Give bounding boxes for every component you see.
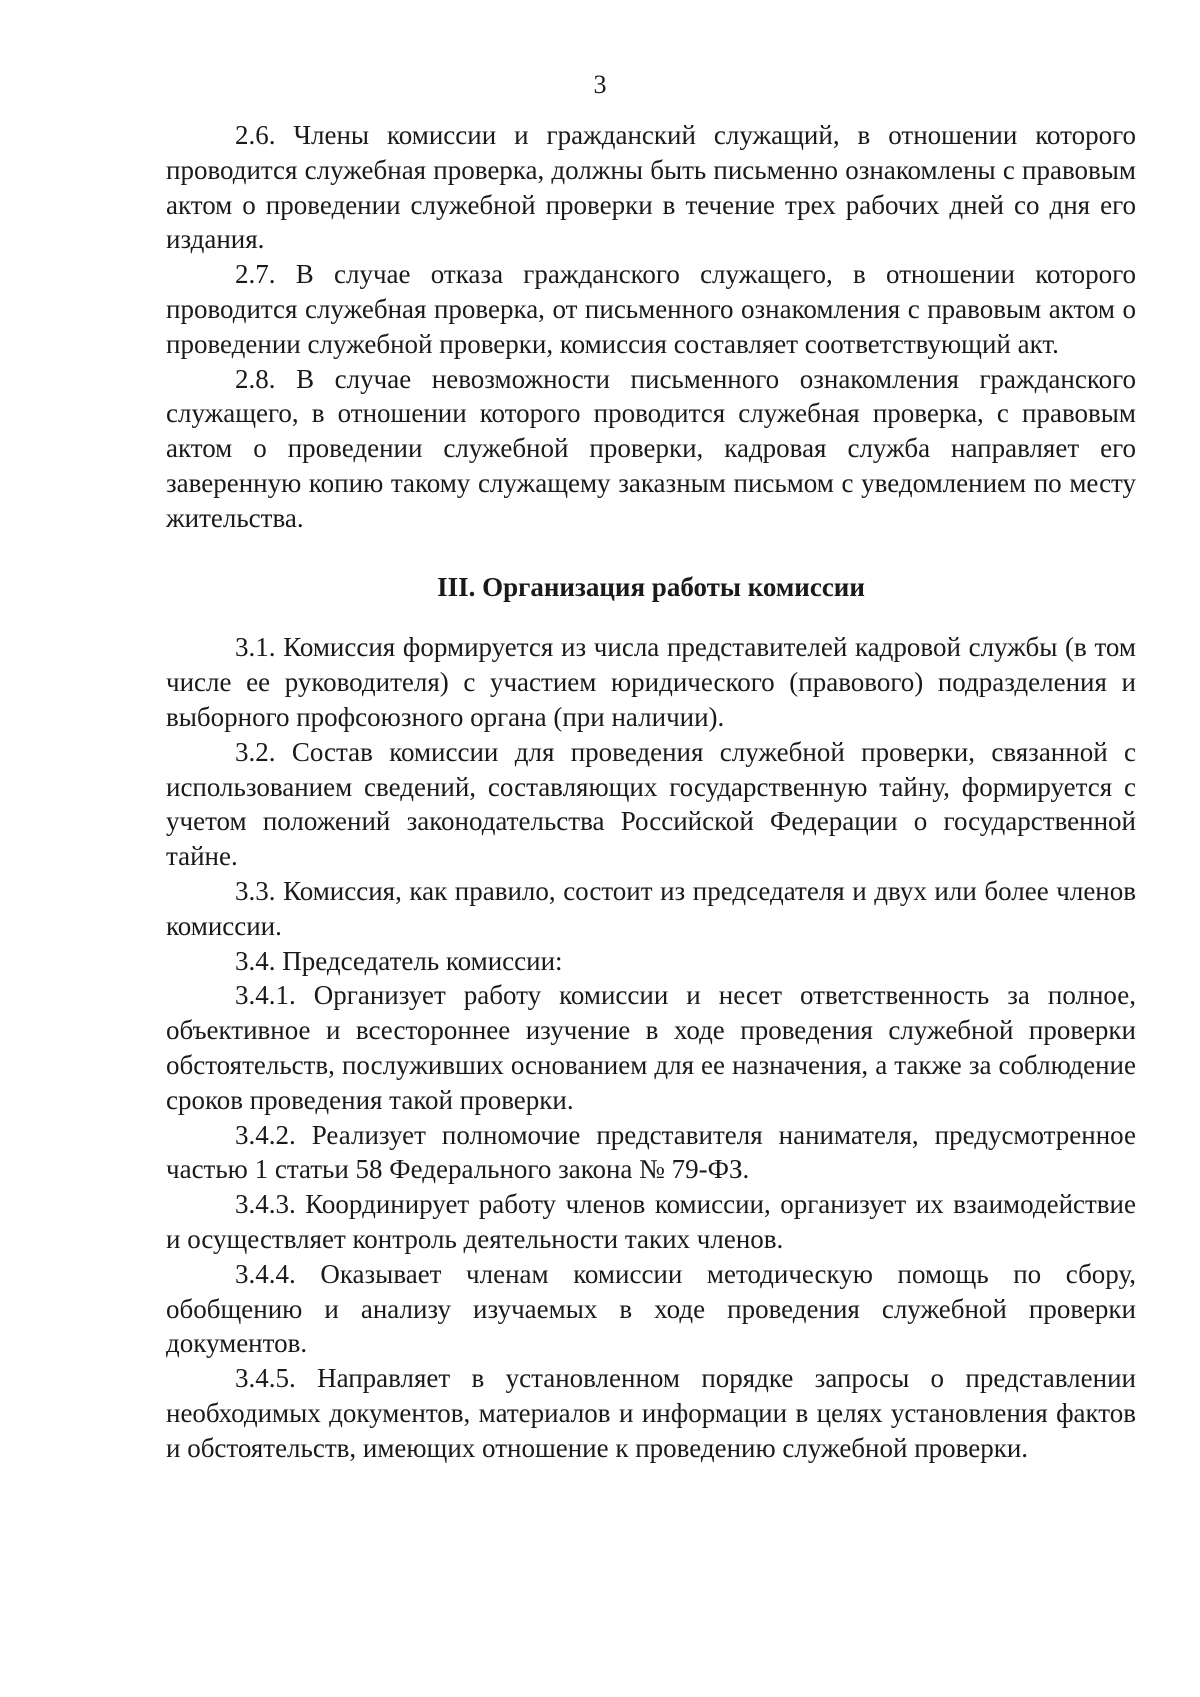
paragraph-3-4-5: 3.4.5. Направляет в установленном порядке запросы о представлении необходимых документов, материалов и информации в целях установления фактов и обстоятельств, имеющих отношение к проведению служебной проверки.: [166, 1363, 1136, 1463]
paragraph-3-4-2: 3.4.2. Реализует полномочие представителя нанимателя, предусмотренное частью 1 статьи 58 Федерального закона № 79-ФЗ.: [166, 1119, 1136, 1185]
document-body: [166, 118, 1136, 1465]
paragraph-3-4-4: 3.4.4. Оказывает членам комиссии методическую помощь по сбору, обобщению и анализу изучаемых в ходе проведения служебной проверки документов.: [166, 1258, 1136, 1359]
paragraph-3-1: 3.1. Комиссия формируется из числа представителей кадровой службы (в том числе ее руководителя) с участием юридического (правового) подразделения и выборного профсоюзного органа (при наличии).: [166, 632, 1136, 732]
paragraph-3-4: 3.4. Председатель комиссии:: [235, 945, 563, 976]
paragraph-2-6: 2.6. Члены комиссии и гражданский служащий, в отношении которого проводится служебная проверка, должны быть письменно ознакомлены с правовым актом о проведении служебной проверки в течение трех рабочих дней со дня его издания.: [166, 120, 1136, 255]
paragraph-3-4-1: 3.4.1. Организует работу комиссии и несет ответственность за полное, объективное и всестороннее изучение в ходе проведения служебной проверки обстоятельств, послуживших основанием для ее назначения, а также за соблюдение сроков проведения такой проверки.: [166, 980, 1136, 1115]
section-heading: III. Организация работы комиссии: [437, 571, 865, 602]
page-number: 3: [593, 70, 607, 99]
paragraph-3-4-3: 3.4.3. Координирует работу членов комиссии, организует их взаимодействие и осуществляет контроль деятельности таких членов.: [166, 1189, 1136, 1254]
paragraph-3-3: 3.3. Комиссия, как правило, состоит из председателя и двух или более членов комиссии.: [166, 875, 1136, 941]
paragraph-3-2: 3.2. Состав комиссии для проведения служебной проверки, связанной с использованием сведений, составляющих государственную тайну, формируется с учетом положений законодательства Российской Федерации о государственной тайне.: [166, 736, 1136, 872]
paragraph-2-8: 2.8. В случае невозможности письменного ознакомления гражданского служащего, в отношении которого проводится служебная проверка, с правовым актом о проведении служебной проверки, кадровая служба направляет его заверенную копию такому служащему заказным письмом с уведомлением по месту жительства.: [166, 363, 1136, 533]
paragraph-2-7: 2.7. В случае отказа гражданского служащего, в отношении которого проводится служебная проверка, от письменного ознакомления с правовым актом о проведении служебной проверки, комиссия составляет соответствующий акт.: [166, 259, 1136, 359]
